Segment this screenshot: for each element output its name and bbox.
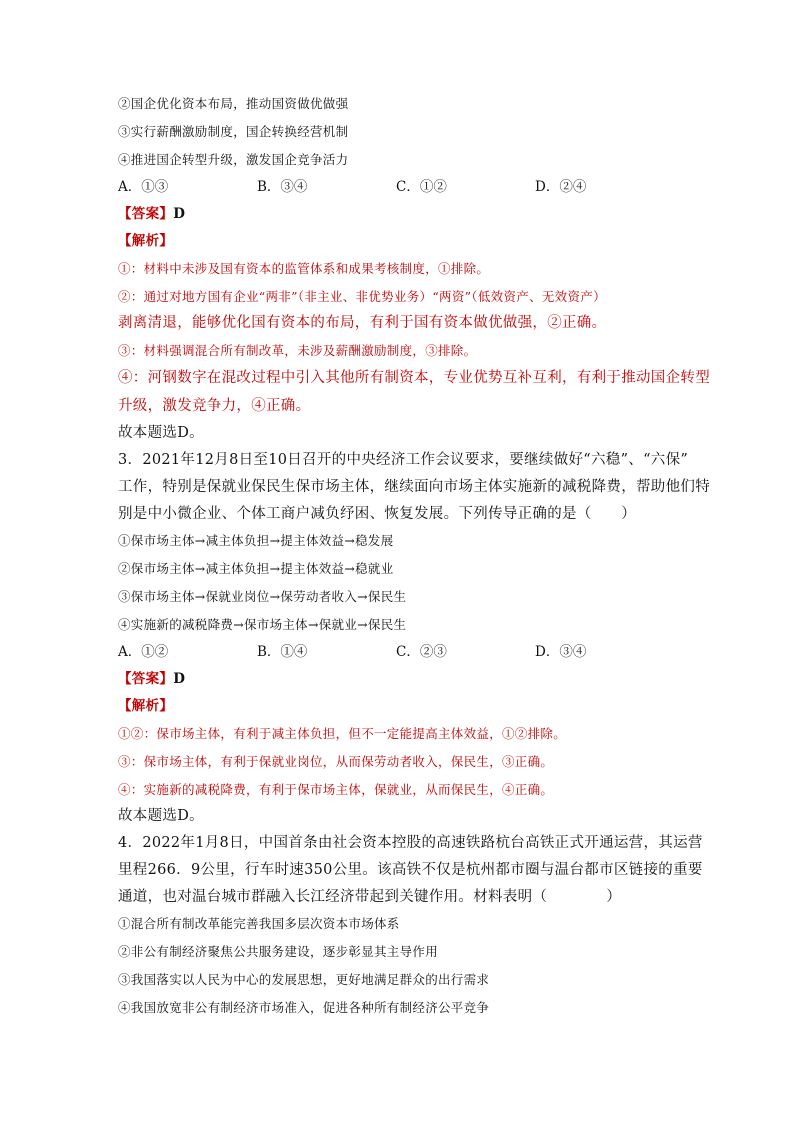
q3-option-a: A．①② [118, 644, 169, 660]
q3-item-3: ③保市场主体→保就业岗位→保劳动者收入→保民生 [118, 589, 407, 604]
q3-item-1: ①保市场主体→减主体负担→提主体效益→稳发展 [118, 533, 394, 548]
q2-option-c: C．①② [396, 179, 447, 195]
q3-item-4: ④实施新的减税降费→保市场主体→保就业→保民生 [118, 617, 407, 632]
q3-analysis-label: 【解析】 [118, 698, 174, 714]
q2-option-a: A．①③ [118, 179, 169, 195]
answer-label: 【答案】 [118, 671, 174, 687]
q3-option-d: D．③④ [535, 644, 587, 660]
q4-stem-line: 通道，也对温台城市群融入长江经济带起到关键作用。材料表明（ ） [118, 889, 622, 905]
q2-item-4: ④推进国企转型升级，激发国企竞争活力 [118, 152, 349, 167]
answer-value: D [173, 206, 186, 222]
q3-conclusion: 故本题选D。 [118, 808, 204, 824]
q3-option-b: B．①④ [257, 644, 308, 660]
q2-analysis-line: ①：材料中未涉及国有资本的监管体系和成果考核制度，①排除。 [118, 261, 490, 276]
q3-answer [118, 669, 185, 689]
q3-analysis-line: ①②：保市场主体，有利于减主体负担，但不一定能提高主体效益，①②排除。 [118, 726, 567, 741]
q4-item-3: ③我国落实以人民为中心的发展思想，更好地满足群众的出行需求 [118, 972, 490, 987]
q2-analysis-line: ③：材料强调混合所有制改革，未涉及薪酬激励制度，③排除。 [118, 343, 477, 358]
answer-value: D [173, 671, 186, 687]
q4-stem-line: 里程266．9公里，行车时速350公里。该高铁不仅是杭州都市圈与温台都市区链接的重要 [118, 862, 703, 878]
q3-stem-line: 3．2021年12月8日至10日召开的中央经济工作会议要求，要继续做好“六稳”、“六保” [118, 452, 689, 468]
q2-answer [118, 204, 185, 224]
q2-analysis-line: 升级，激发竞争力，④正确。 [118, 398, 311, 414]
q3-analysis-line: ④：实施新的减税降费，有利于保市场主体，保就业，从而保民生，④正确。 [118, 782, 554, 797]
q2-analysis-line: ②：通过对地方国有企业“两非”（非主业、非优势业务）“两资”（低效资产、无效资产） [118, 289, 606, 304]
q2-conclusion: 故本题选D。 [118, 425, 204, 441]
q4-item-1: ①混合所有制改革能完善我国多层次资本市场体系 [118, 916, 400, 931]
answer-label: 【答案】 [118, 206, 174, 222]
q4-item-2: ②非公有制经济聚焦公共服务建设，逐步彰显其主导作用 [118, 944, 439, 959]
q3-item-2: ②保市场主体→减主体负担→提主体效益→稳就业 [118, 561, 394, 576]
q2-analysis-line: 剥离清退，能够优化国有资本的布局，有利于国有资本做优做强，②正确。 [118, 315, 607, 331]
q3-option-c: C．②③ [396, 644, 447, 660]
q4-item-4: ④我国放宽非公有制经济市场准入，促进各种所有制经济公平竞争 [118, 1000, 490, 1015]
q3-stem-line: 工作，特别是保就业保民生保市场主体，继续面向市场主体实施新的减税降费，帮助他们特 [118, 479, 710, 495]
q2-item-3: ③实行薪酬激励制度，国企转换经营机制 [118, 124, 349, 139]
q2-option-b: B．③④ [257, 179, 308, 195]
q2-item-2: ②国企优化资本布局，推动国资做优做强 [118, 96, 349, 111]
q2-analysis-label: 【解析】 [118, 233, 174, 249]
q4-stem-line: 4．2022年1月8日，中国首条由社会资本控股的高速铁路杭台高铁正式开通运营，其运营 [118, 835, 703, 851]
q3-analysis-line: ③：保市场主体，有利于保就业岗位，从而保劳动者收入，保民生，③正确。 [118, 754, 554, 769]
q2-option-d: D．②④ [535, 179, 587, 195]
q3-stem-line: 别是中小微企业、个体工商户减负纾困、恢复发展。下列传导正确的是（ ） [118, 506, 636, 522]
q2-analysis-line: ④：河钢数字在混改过程中引入其他所有制资本，专业优势互补互利，有利于推动国企转型 [118, 370, 710, 386]
